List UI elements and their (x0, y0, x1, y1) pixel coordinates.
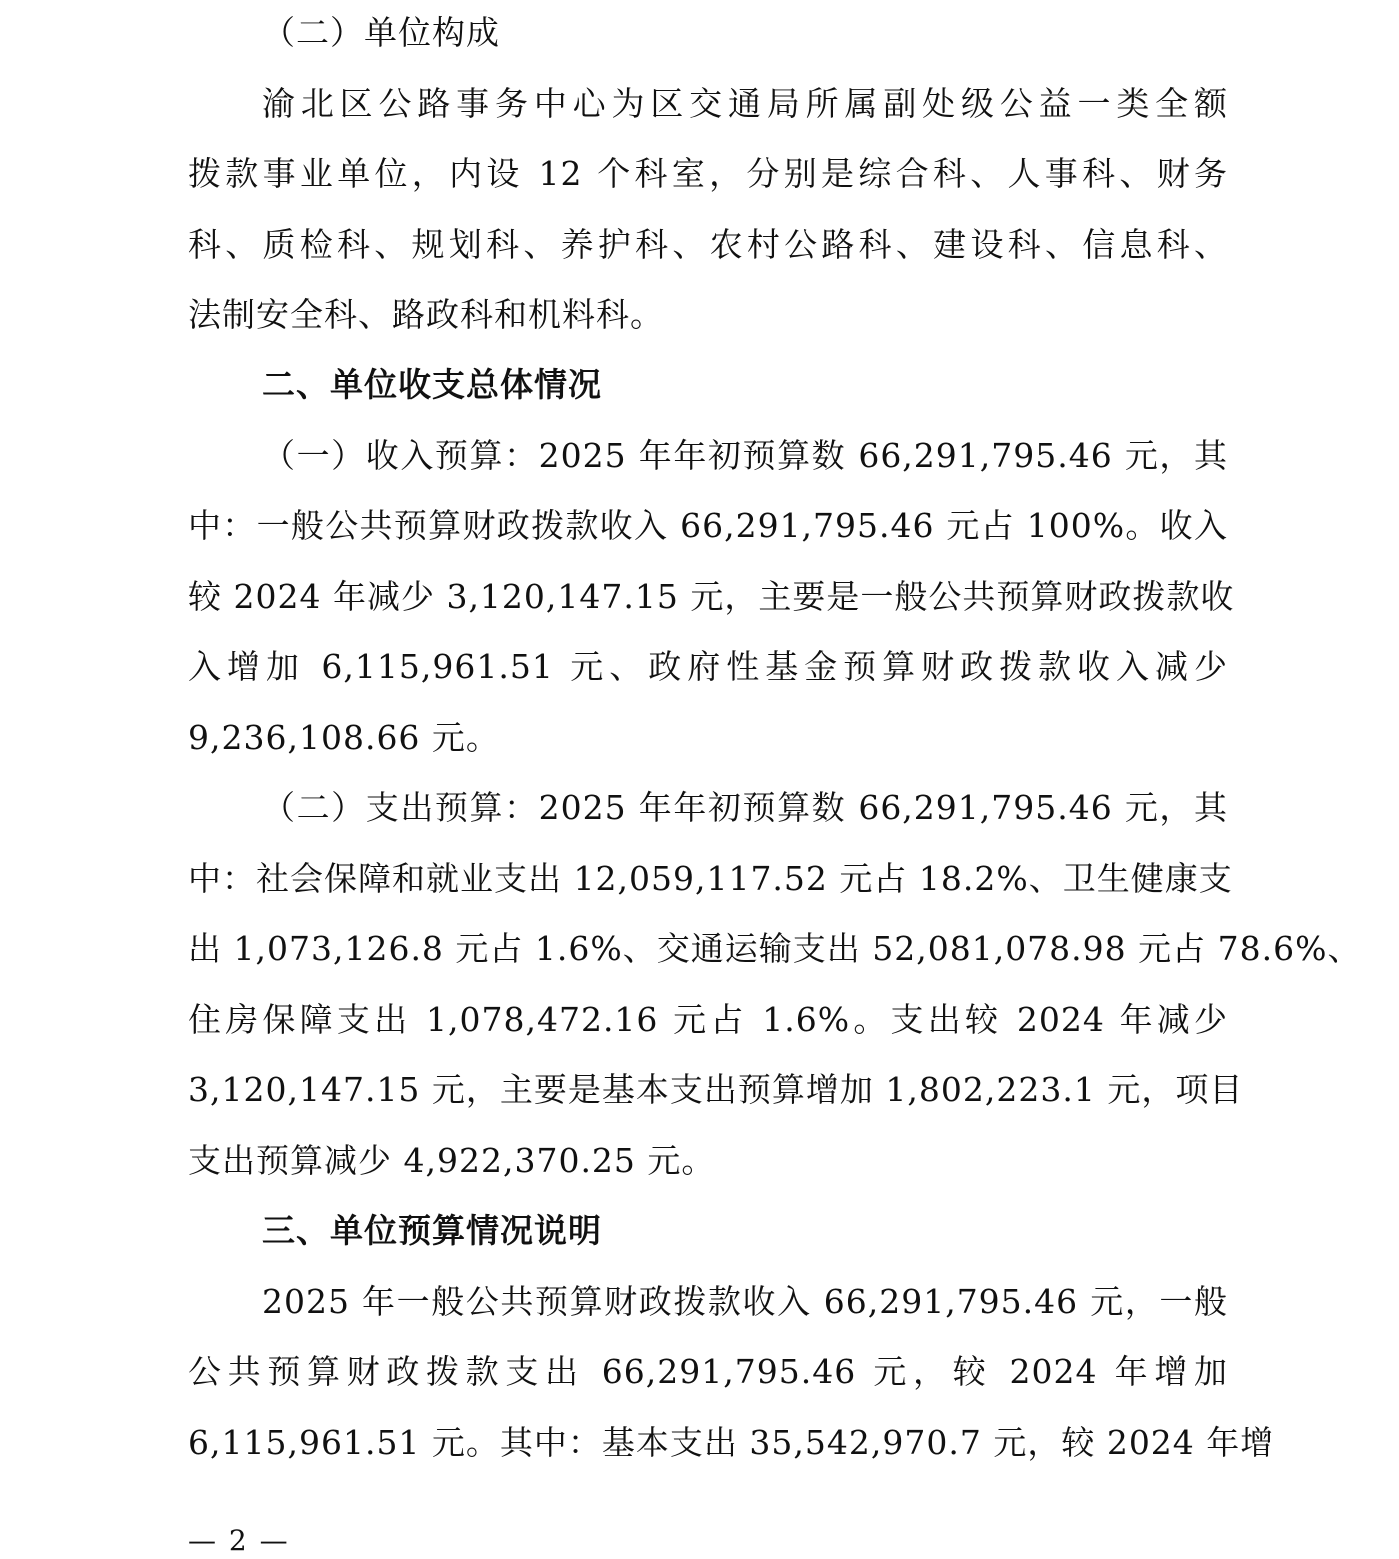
paragraph-line: 出 1,073,126.8 元占 1.6%、交通运输支出 52,081,078.98 元占 78.6%、 (188, 929, 1362, 968)
paragraph-line: 中：社会保障和就业支出 12,059,117.52 元占 18.2%、卫生健康支 (188, 859, 1233, 898)
page-number: — 2 — (188, 1524, 290, 1557)
section-heading-unit-composition: （二）单位构成 (262, 13, 500, 52)
paragraph-line: 公共预算财政拨款支出 66,291,795.46 元，较 2024 年增加 (188, 1352, 1228, 1391)
paragraph-line: 6,115,961.51 元。其中：基本支出 35,542,970.7 元，较 2024 年增 (188, 1423, 1275, 1462)
section-heading-budget-explanation: 三、单位预算情况说明 (262, 1211, 602, 1250)
paragraph-line: 拨款事业单位，内设 12 个科室，分别是综合科、人事科、财务 (188, 154, 1228, 193)
paragraph-line: 9,236,108.66 元。 (188, 718, 500, 757)
paragraph-line: 中：一般公共预算财政拨款收入 66,291,795.46 元占 100%。收入 (188, 506, 1228, 545)
section-heading-overall: 二、单位收支总体情况 (262, 365, 602, 404)
paragraph-line: 法制安全科、路政科和机料科。 (188, 295, 664, 334)
paragraph-line: 支出预算减少 4,922,370.25 元。 (188, 1141, 716, 1180)
paragraph-line: 科、质检科、规划科、养护科、农村公路科、建设科、信息科、 (188, 225, 1228, 264)
paragraph-line: （一）收入预算：2025 年年初预算数 66,291,795.46 元，其 (262, 436, 1228, 475)
paragraph-line: （二）支出预算：2025 年年初预算数 66,291,795.46 元，其 (262, 788, 1228, 827)
paragraph-line: 入增加 6,115,961.51 元、政府性基金预算财政拨款收入减少 (188, 647, 1228, 686)
paragraph-line: 渝北区公路事务中心为区交通局所属副处级公益一类全额 (262, 84, 1228, 123)
paragraph-line: 较 2024 年减少 3,120,147.15 元，主要是一般公共预算财政拨款收 (188, 577, 1235, 616)
paragraph-line: 住房保障支出 1,078,472.16 元占 1.6%。支出较 2024 年减少 (188, 1000, 1228, 1039)
paragraph-line: 3,120,147.15 元，主要是基本支出预算增加 1,802,223.1 元，项目 (188, 1070, 1244, 1109)
paragraph-line: 2025 年一般公共预算财政拨款收入 66,291,795.46 元，一般 (262, 1282, 1228, 1321)
